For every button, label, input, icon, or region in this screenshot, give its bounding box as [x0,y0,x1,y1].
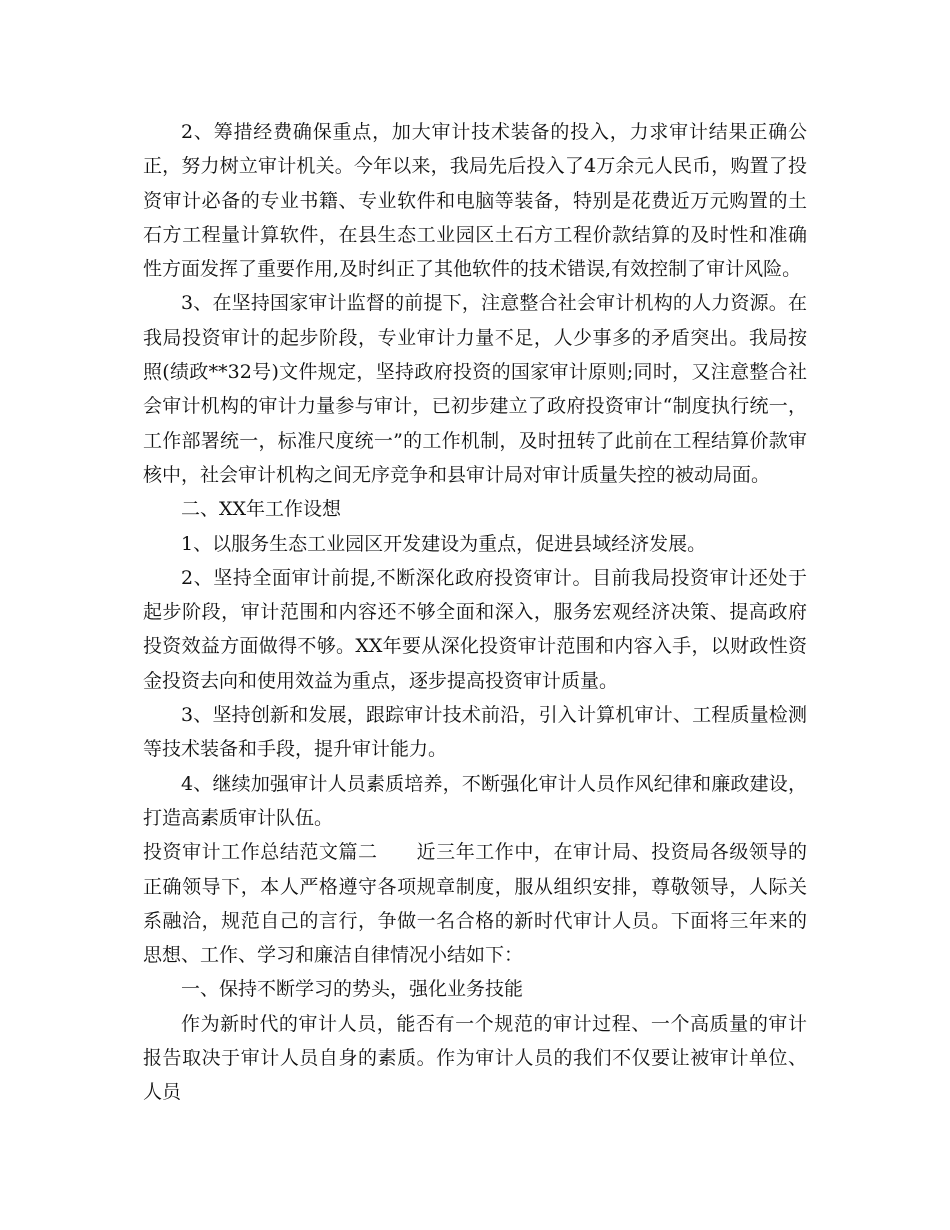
section-heading-learning: 一、保持不断学习的势头，强化业务技能 [181,978,524,1001]
paragraph-5: 3、坚持创新和发展，跟踪审计技术前沿，引入计算机审计、工程质量检测等技术装备和手段，提升审计能力。 [143,704,807,761]
section-heading-plans: 二、XX年工作设想 [181,498,342,521]
document-body [143,115,807,1110]
paragraph-4: 2、坚持全面审计前提,不断深化政府投资审计。目前我局投资审计还处于起步阶段，审计范围和内容还不够全面和深入，服务宏观经济决策、提高政府投资效益方面做得不够。XX年要从深化投资审计范围和内容入手，以财政性资金投资去向和使用效益为重点，逐步提高投资审计质量。 [143,566,807,692]
paragraph-2: 3、在坚持国家审计监督的前提下，注意整合社会审计机构的人力资源。在我局投资审计的起步阶段，专业审计力量不足，人少事多的矛盾突出。我局按照(绩政**32号)文件规定，坚持政府投资的国家审计原则;同时，又注意整合社会审计机构的审计力量参与审计，已初步建立了政府投资审计“制度执行统一，工作部署统一，标准尺度统一”的工作机制，及时扭转了此前在工程结算价款审核中，社会审计机构之间无序竞争和县审计局对审计质量失控的被动局面。 [143,292,807,486]
paragraph-7: 投资审计工作总结范文篇二 近三年工作中，在审计局、投资局各级领导的正确领导下，本人严格遵守各项规章制度，服从组织安排，尊敬领导，人际关系融洽，规范自己的言行，争做一名合格的新时代审计人员。下面将三年来的思想、工作、学习和廉洁自律情况小结如下： [143,841,807,967]
paragraph-8: 作为新时代的审计人员，能否有一个规范的审计过程、一个高质量的审计报告取决于审计人员自身的素质。作为审计人员的我们不仅要让被审计单位、人员 [143,1012,807,1104]
paragraph-3: 1、以服务生态工业园区开发建设为重点，促进县域经济发展。 [181,532,707,555]
paragraph-1: 2、筹措经费确保重点，加大审计技术装备的投入，力求审计结果正确公正，努力树立审计机关。今年以来，我局先后投入了4万余元人民币，购置了投资审计必备的专业书籍、专业软件和电脑等装备，特别是花费近万元购置的土石方工程量计算软件，在县生态工业园区土石方工程价款结算的及时性和准确性方面发挥了重要作用,及时纠正了其他软件的技术错误,有效控制了审计风险。 [143,121,807,281]
paragraph-6: 4、继续加强审计人员素质培养，不断强化审计人员作风纪律和廉政建设，打造高素质审计队伍。 [143,772,807,829]
